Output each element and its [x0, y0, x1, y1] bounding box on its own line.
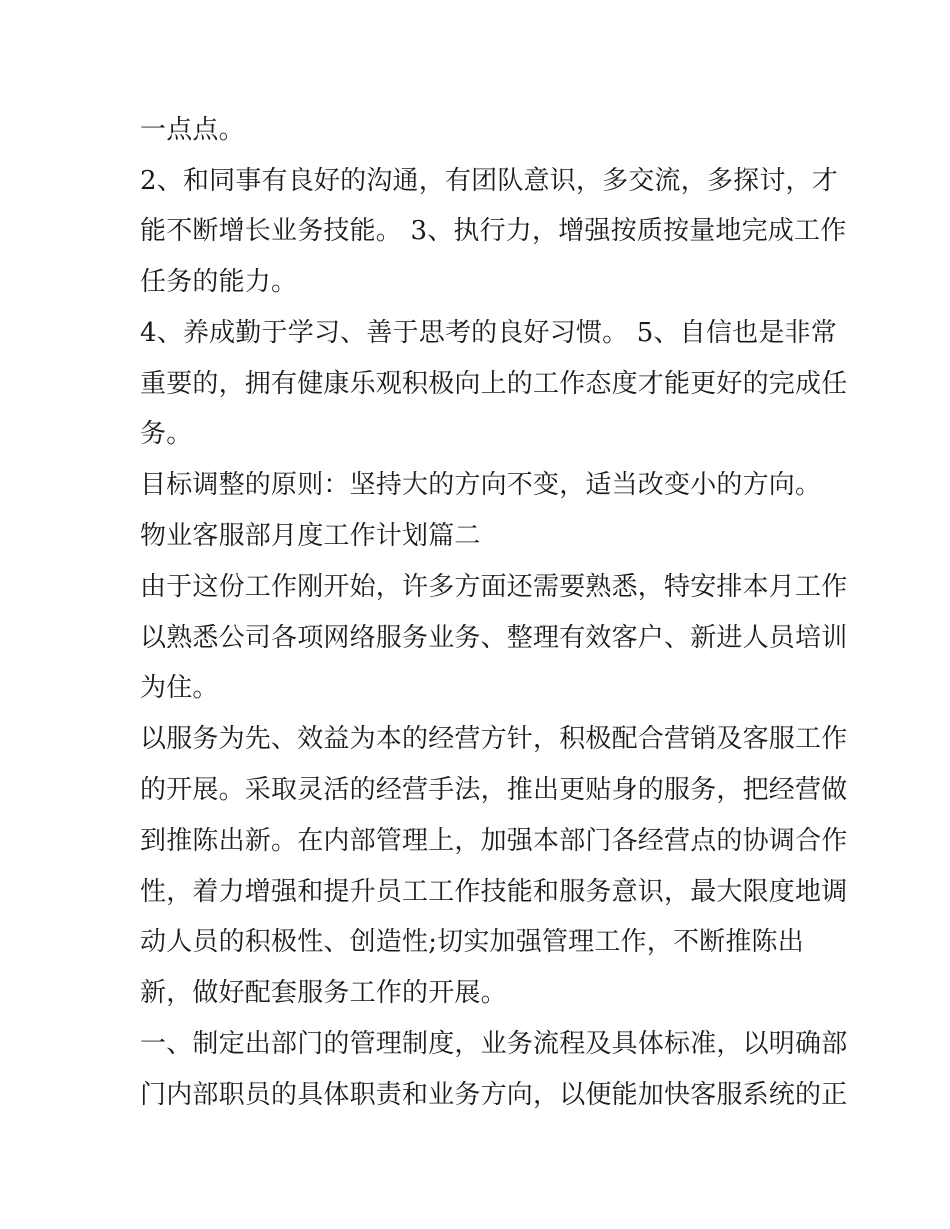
text-line-11: 以熟悉公司各项网络服务业务、整理有效客户、新进人员培训: [140, 623, 848, 653]
section-heading: 物业客服部月度工作计划篇二: [140, 521, 481, 551]
text-line-7: 务。: [140, 419, 193, 449]
text-line-3: 能不断增长业务技能。 3、执行力，增强按质按量地完成工作: [140, 216, 847, 246]
text-line-4: 任务的能力。: [140, 267, 298, 297]
text-line-2: 2、和同事有良好的沟通，有团队意识，多交流，多探讨，才: [140, 166, 838, 196]
text-line-18: 新，做好配套服务工作的开展。: [140, 978, 507, 1008]
text-line-17: 动人员的积极性、创造性;切实加强管理工作，不断推陈出: [140, 927, 804, 957]
text-line-19: 一、制定出部门的管理制度，业务流程及具体标准，以明确部: [140, 1029, 848, 1059]
text-line-1: 一点点。: [140, 115, 245, 145]
text-line-13: 以服务为先、效益为本的经营方针，积极配合营销及客服工作: [140, 724, 848, 754]
text-line-12: 为住。: [140, 673, 219, 703]
text-line-15: 到推陈出新。在内部管理上，加强本部门各经营点的协调合作: [140, 826, 848, 856]
text-line-16: 性，着力增强和提升员工工作技能和服务意识，最大限度地调: [140, 877, 848, 907]
text-line-6: 重要的，拥有健康乐观积极向上的工作态度才能更好的完成任: [140, 369, 848, 399]
text-line-8: 目标调整的原则：坚持大的方向不变，适当改变小的方向。: [140, 470, 822, 500]
text-line-10: 由于这份工作刚开始，许多方面还需要熟悉，特安排本月工作: [140, 572, 848, 602]
text-line-14: 的开展。采取灵活的经营手法，推出更贴身的服务，把经营做: [140, 775, 848, 805]
text-line-20: 门内部职员的具体职责和业务方向，以便能加快客服系统的正: [140, 1080, 848, 1110]
text-line-5: 4、养成勤于学习、善于思考的良好习惯。 5、自信也是非常: [140, 318, 837, 348]
